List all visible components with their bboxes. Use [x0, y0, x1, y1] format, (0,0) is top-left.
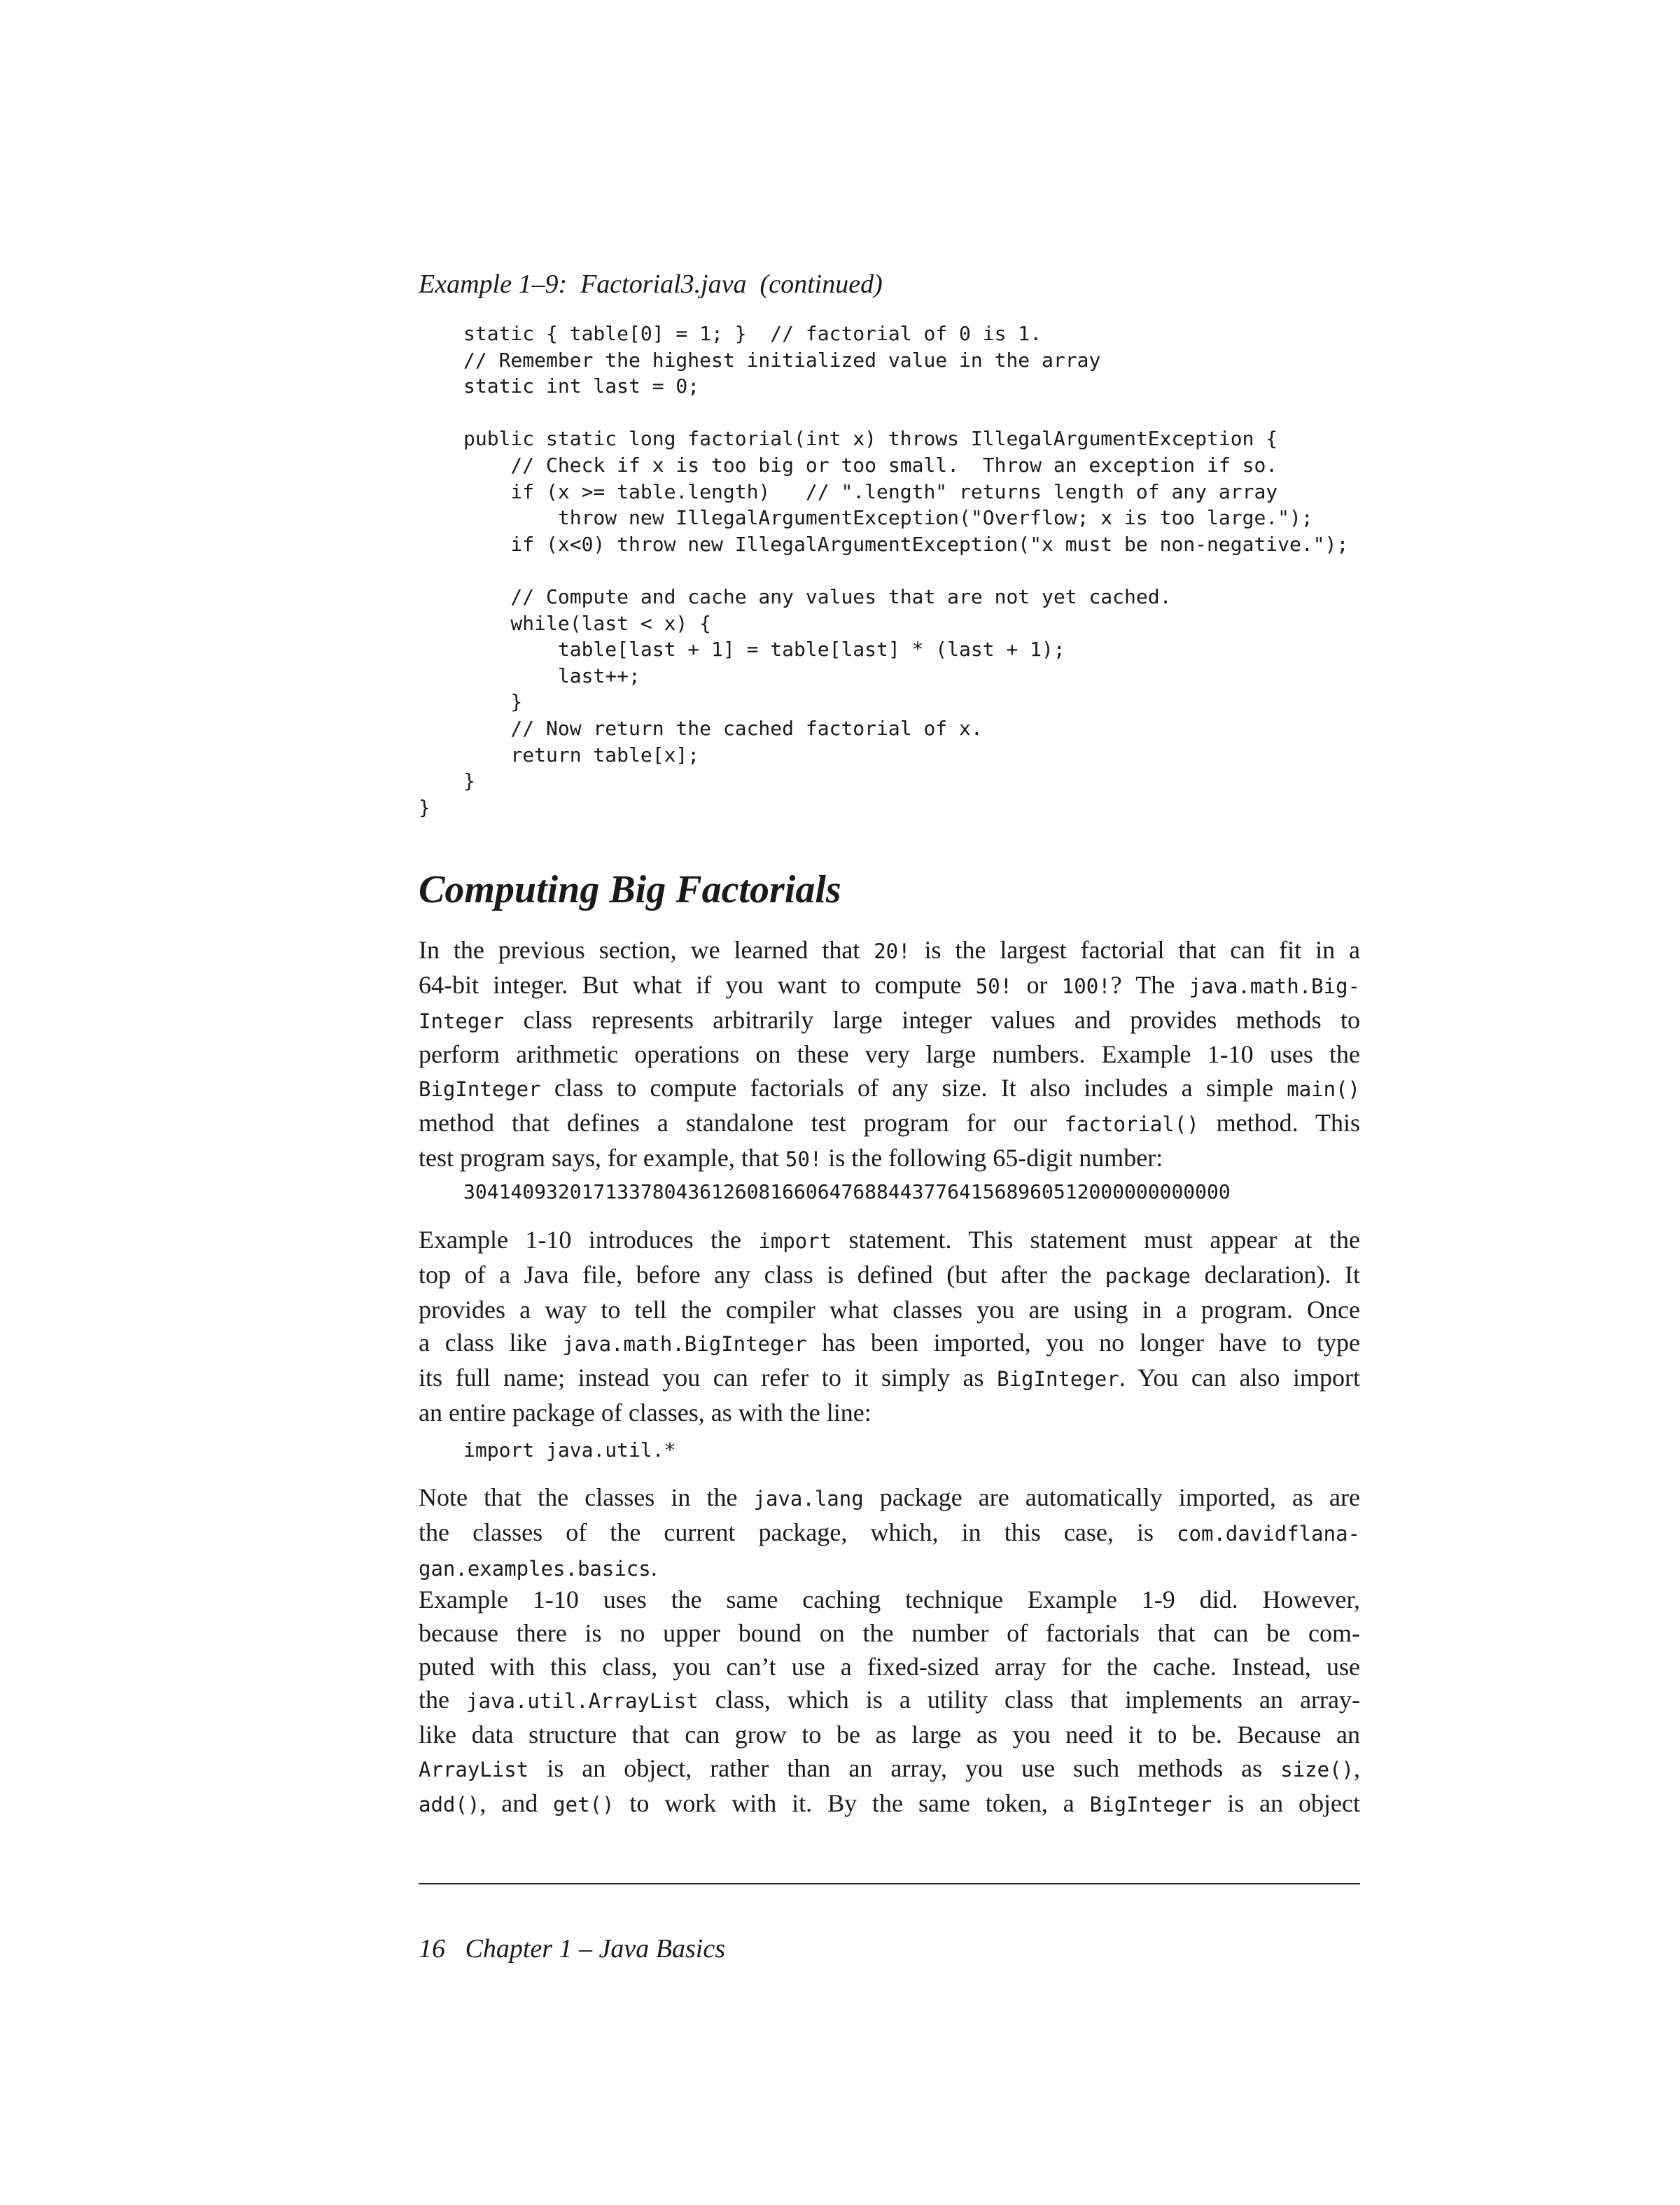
paragraph-line: In the previous section, we learned that 20! is the largest factorial that can fit in a — [419, 936, 1360, 964]
paragraph-line: top of a Java file, before any class is defined (but after the package declaration). It — [419, 1260, 1360, 1289]
paragraph-4 — [419, 1583, 1360, 1822]
paragraph-2 — [419, 1224, 1360, 1430]
page-footer — [419, 1932, 725, 1966]
code-line: // Compute and cache any values that are not yet cached. — [463, 584, 1172, 608]
paragraph-line: ArrayList is an object, rather than an array, you use such methods as size(), — [419, 1754, 1360, 1782]
paragraph-line: its full name; instead you can refer to it simply as BigInteger. You can also import — [419, 1364, 1361, 1392]
import-line: import java.util.* — [463, 1438, 676, 1462]
paragraph-line: provides a way to tell the compiler what classes you are using in a program. Once — [419, 1295, 1360, 1324]
paragraph-line: test program says, for example, that 50! is the following 65-digit number: — [419, 1143, 1163, 1172]
code-line — [463, 400, 1348, 426]
code-line: // Now return the cached factorial of x. — [463, 716, 983, 740]
paragraph-line: a class like java.math.BigInteger has been imported, you no longer have to type — [419, 1329, 1360, 1357]
paragraph-3 — [419, 1481, 1360, 1586]
code-line: // Remember the highest initialized value in the array — [463, 348, 1101, 372]
code-line: if (x >= table.length) // ".length" returns length of any array — [463, 479, 1278, 503]
code-line: throw new IllegalArgumentException("Overflow; x is too large."); — [463, 506, 1313, 530]
paragraph-line: Example 1-10 introduces the import statement. This statement must appear at the — [419, 1226, 1360, 1254]
code-line: table[last + 1] = table[last] * (last + 1); — [463, 638, 1065, 662]
paragraph-line: gan.examples.basics. — [419, 1553, 657, 1581]
paragraph-line: BigInteger class to compute factorials of any size. It also includes a simple main() — [419, 1074, 1360, 1102]
paragraph-line: Integer class represents arbitrarily large integer values and provides methods to — [419, 1005, 1360, 1034]
paragraph-1 — [419, 934, 1360, 1177]
big-number: 30414093201713378043612608166064768844377641568960512000000000000 — [463, 1180, 1231, 1203]
code-line: return table[x]; — [463, 743, 700, 766]
paragraph-line: because there is no upper bound on the number of factorials that can be com- — [419, 1618, 1360, 1647]
chapter-title: Chapter 1 – Java Basics — [465, 1934, 726, 1963]
code-line: static { table[0] = 1; } // factorial of 0 is 1. — [463, 322, 1042, 345]
footer-rule — [419, 1883, 1360, 1884]
paragraph-line: add(), and get() to work with it. By the same token, a BigInteger is an object — [419, 1788, 1360, 1817]
code-line: // Check if x is too big or too small. Throw an exception if so. — [463, 453, 1278, 477]
paragraph-line: puted with this class, you can’t use a fixed-sized array for the cache. Instead, use — [419, 1652, 1360, 1681]
paragraph-line: Example 1-10 uses the same caching technique Example 1-9 did. However, — [419, 1586, 1360, 1614]
paragraph-line: perform arithmetic operations on these very large numbers. Example 1-10 uses the — [419, 1040, 1360, 1069]
example-caption: Example 1–9: Factorial3.java (continued) — [419, 270, 883, 299]
paragraph-line: Note that the classes in the java.lang package are automatically imported, as are — [419, 1483, 1360, 1511]
code-line: static int last = 0; — [463, 374, 700, 398]
paragraph-line: an entire package of classes, as with the line: — [419, 1398, 872, 1427]
code-listing — [463, 321, 1348, 794]
code-line: } — [463, 690, 523, 714]
code-line: last++; — [463, 664, 640, 687]
paragraph-line: 64-bit integer. But what if you want to compute 50! or 100!? The java.math.Big- — [419, 970, 1360, 999]
code-line: } — [463, 769, 475, 793]
code-line: while(last < x) { — [463, 611, 712, 635]
paragraph-line: like data structure that can grow to be as large as you need it to be. Because an — [419, 1721, 1360, 1749]
section-heading: Computing Big Factorials — [419, 868, 841, 911]
closing-brace: } — [419, 796, 430, 819]
page-number: 16 — [419, 1934, 445, 1963]
code-line — [463, 557, 1348, 584]
paragraph-line: method that defines a standalone test program for our factorial() method. This — [419, 1108, 1360, 1137]
code-line: public static long factorial(int x) throws IllegalArgumentException { — [463, 427, 1278, 451]
paragraph-line: the java.util.ArrayList class, which is a utility class that implements an array- — [419, 1686, 1361, 1714]
code-line: if (x<0) throw new IllegalArgumentException("x must be non-negative."); — [463, 532, 1349, 556]
paragraph-line: the classes of the current package, which, in this case, is com.davidflana- — [419, 1518, 1360, 1546]
